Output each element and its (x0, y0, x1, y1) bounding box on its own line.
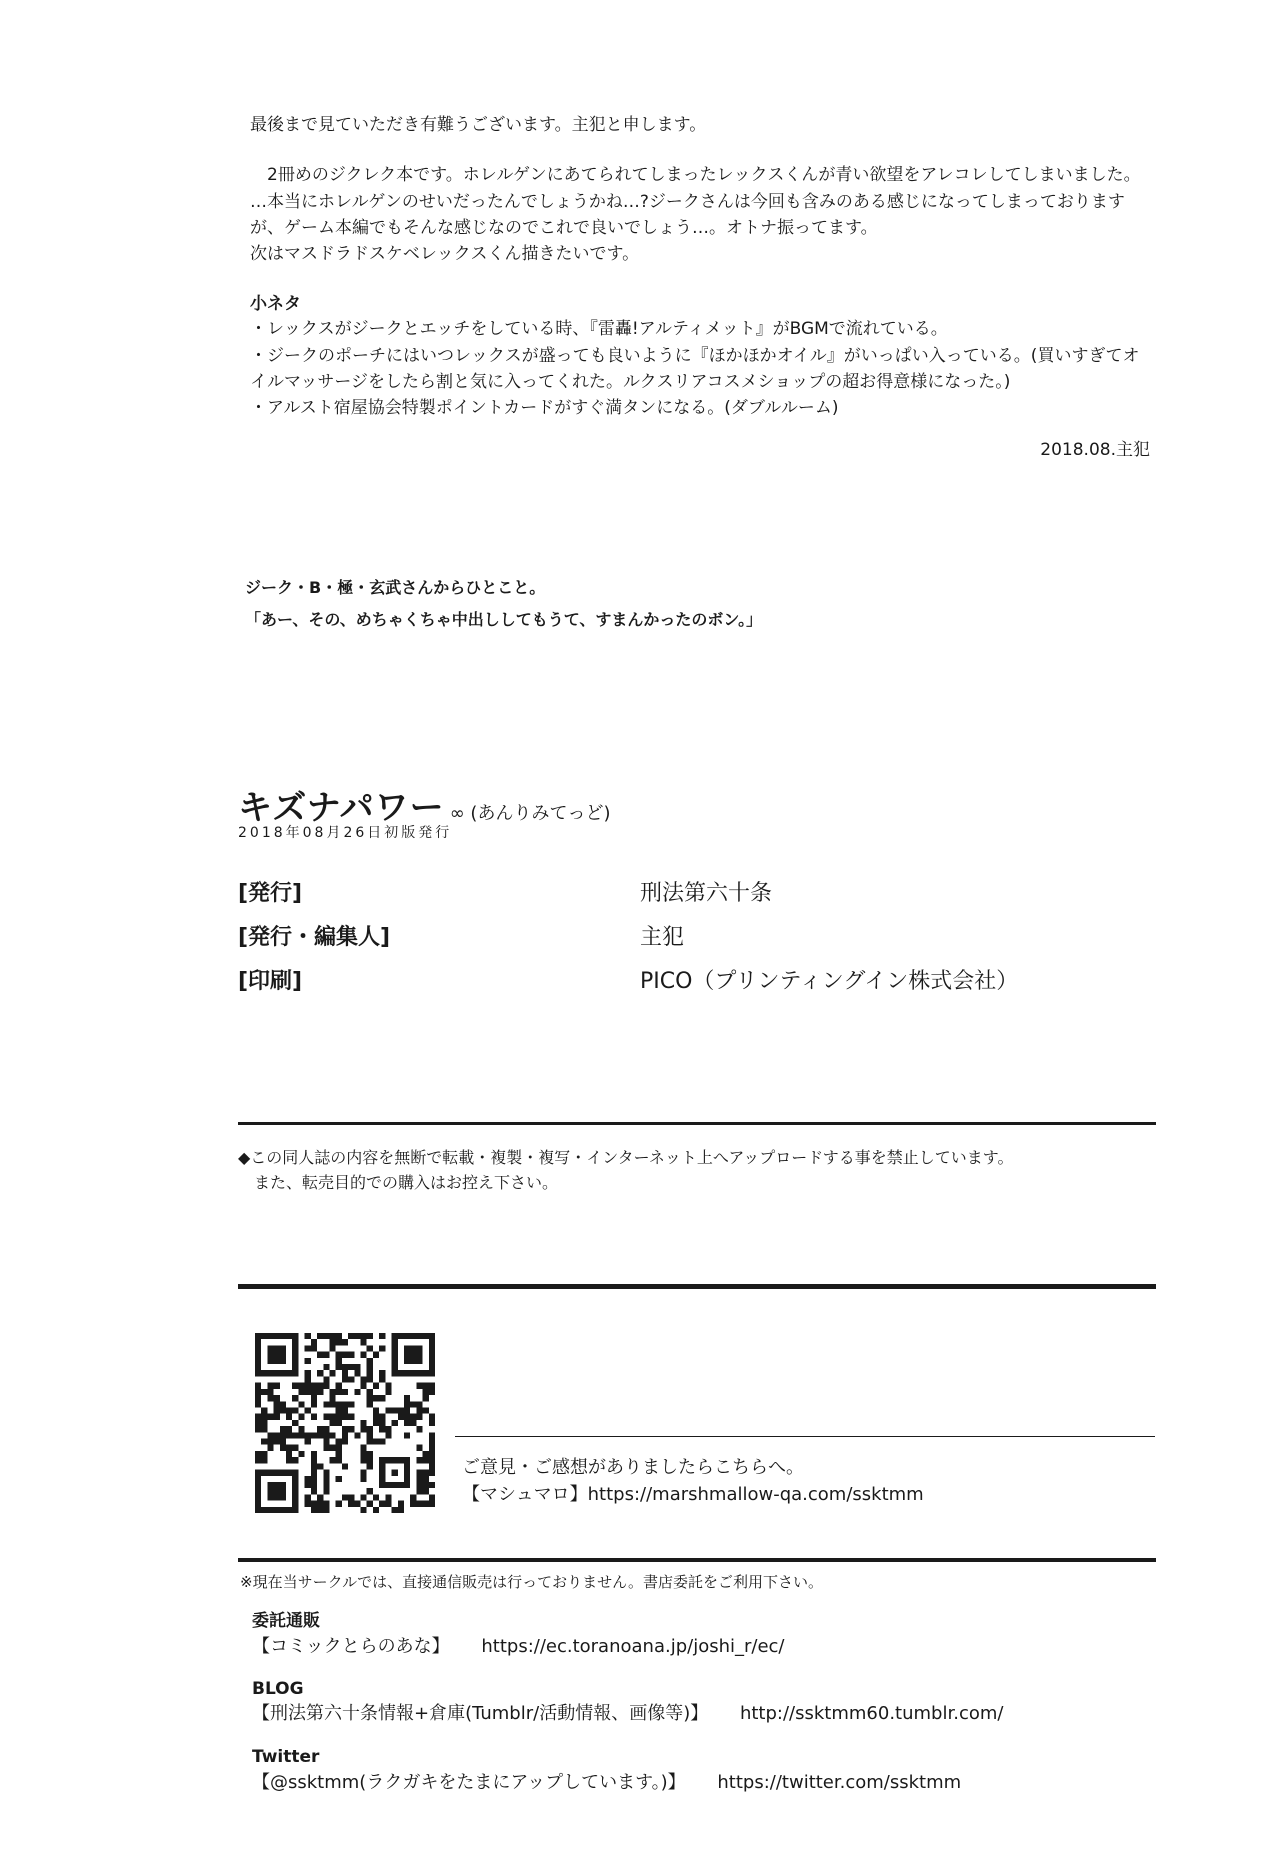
title-suffix: ∞ (あんりみてっど) (449, 803, 611, 824)
qr-code-icon[interactable] (255, 1333, 435, 1513)
koneta-item: ・アルスト宿屋協会特製ポイントカードがすぐ満タンになる。(ダブルルーム) (250, 398, 839, 418)
toranoana-label: 【コミックとらのあな】 (252, 1636, 450, 1657)
marshmallow-link[interactable]: 【マシュマロ】https://marshmallow-qa.com/ssktmm (462, 1484, 924, 1505)
koneta-item: ・ジークのポーチにはいつレックスが盛っても良いように『ほかほかオイル』がいっぱい入っている。(買いすぎてオ (250, 346, 1140, 366)
blog-link[interactable]: http://ssktmm60.tumblr.com/ (739, 1703, 1004, 1724)
colophon-label-printer: [印刷] (238, 969, 303, 994)
section-heading-blog: BLOG (252, 1679, 304, 1699)
afterword-signature: 2018.08.主犯 (1040, 440, 1150, 460)
divider (455, 1436, 1155, 1437)
blog-row (252, 1701, 1003, 1727)
publication-date: 2018年08月26日初版発行 (238, 825, 453, 841)
feedback-text: ご意見・ご感想がありましたらこちらへ。 (462, 1457, 804, 1478)
koneta-heading: 小ネタ (250, 294, 301, 314)
twitter-label: 【@ssktmm(ラクガキをたまにアップしています。)】 (252, 1772, 686, 1793)
colophon-value-printer: PICO（プリンティングイン株式会社） (640, 969, 1019, 994)
afterword-line: 2冊めのジクレク本です。ホレルゲンにあてられてしまったレックスくんが青い欲望をアレコレしてしまいました。 (250, 165, 1141, 185)
colophon-label-publisher: [発行] (238, 881, 303, 906)
section-heading-consignment: 委託通販 (252, 1611, 320, 1631)
blog-label: 【刑法第六十条情報+倉庫(Tumblr/活動情報、画像等)】 (252, 1703, 709, 1724)
divider (238, 1284, 1156, 1289)
colophon-value-publisher: 刑法第六十条 (640, 881, 773, 906)
notice-line: ◆この同人誌の内容を無断で転載・複製・複写・インターネット上へアップロードする事を禁止しています。 (238, 1148, 1014, 1167)
comment-heading: ジーク・B・極・玄武さんからひとこと。 (245, 578, 546, 597)
afterword-line: …本当にホレルゲンのせいだったんでしょうかね…?ジークさんは今回も含みのある感じになってしまっております (250, 192, 1125, 212)
divider (238, 1558, 1156, 1562)
divider (238, 1122, 1156, 1125)
afterword-greeting: 最後まで見ていただき有難うございます。主犯と申します。 (250, 115, 707, 135)
afterword-line: が、ゲーム本編でもそんな感じなのでこれで良いでしょう…。オトナ振ってます。 (250, 218, 878, 238)
toranoana-link[interactable]: https://ec.toranoana.jp/joshi_r/ec/ (481, 1636, 785, 1657)
colophon-value-editor: 主犯 (640, 925, 685, 950)
footer-note: ※現在当サークルでは、直接通信販売は行っておりません。書店委託をご利用下さい。 (240, 1573, 824, 1591)
koneta-item: イルマッサージをしたら割と気に入ってくれた。ルクスリアコスメショップの超お得意様になった。) (250, 372, 1011, 392)
twitter-link[interactable]: https://twitter.com/ssktmm (717, 1772, 962, 1793)
section-heading-twitter: Twitter (252, 1747, 320, 1767)
colophon-label-editor: [発行・編集人] (238, 925, 391, 950)
notice-line: また、転売目的での購入はお控え下さい。 (238, 1173, 559, 1192)
twitter-row (252, 1770, 961, 1796)
toranoana-row (252, 1634, 785, 1660)
title-logo: キズナパワー (238, 788, 445, 828)
afterword-line: 次はマスドラドスケベレックスくん描きたいです。 (250, 244, 640, 264)
comment-quote: 「あー、その、めちゃくちゃ中出ししてもうて、すまんかったのボン。」 (245, 610, 763, 629)
koneta-item: ・レックスがジークとエッチをしている時、『雷轟!アルティメット』がBGMで流れている。 (250, 319, 948, 339)
